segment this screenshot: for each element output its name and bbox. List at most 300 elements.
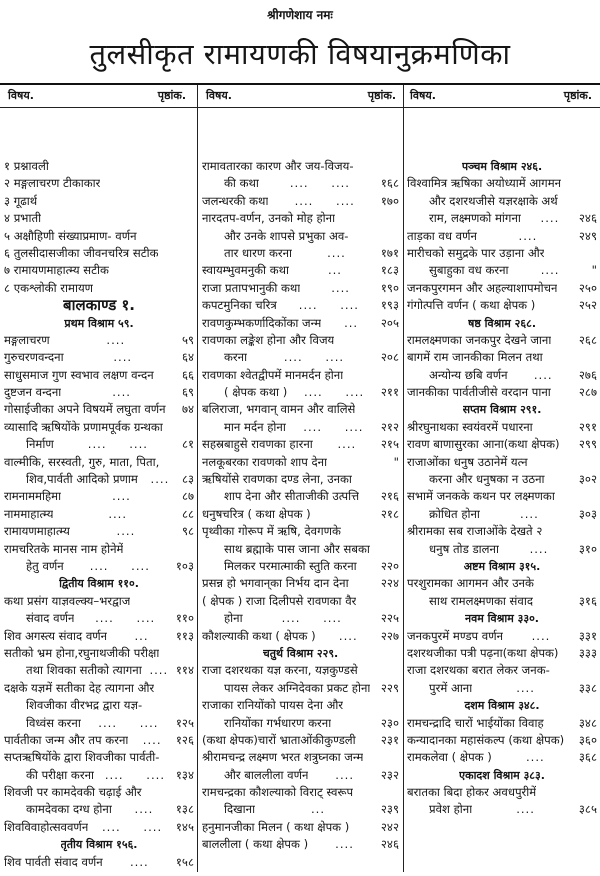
contents-column-2 [202, 158, 399, 854]
toc-entry [4, 558, 194, 575]
vishram-heading [4, 836, 194, 853]
entry-title: राजाका रानियोंको पायस देना और [202, 698, 344, 713]
spacer [353, 784, 399, 801]
vishram-heading [407, 767, 597, 784]
spacer [356, 593, 399, 610]
toc-entry [4, 367, 194, 384]
toc-entry [4, 158, 194, 175]
spacer [343, 367, 399, 384]
toc-entry [4, 593, 194, 610]
toc-entry [407, 784, 597, 801]
entry-title: रामकलेवा ( क्षेपक ) [407, 750, 492, 765]
toc-entry [407, 593, 597, 610]
spacer [533, 419, 579, 436]
dot-leader: .... [529, 541, 549, 556]
kanda-heading [4, 297, 194, 314]
entry-title: तथा शिवका सतीको त्यागना [26, 663, 142, 678]
spacer [558, 645, 578, 662]
toc-entry [202, 297, 399, 314]
dot-leader: .... [531, 628, 551, 643]
page-number: ३०२ [578, 472, 597, 487]
entry-title: करना [224, 350, 248, 365]
page-number: १४५ [175, 819, 194, 834]
dot-leader: .... [112, 385, 131, 400]
toc-entry [202, 436, 399, 453]
entry-title: द्वितीय विश्राम ११०. [59, 577, 139, 591]
spacer [545, 471, 579, 488]
dot-leader: ... [134, 628, 149, 643]
entry-title: बाललीला ( कथा क्षेपक ) [202, 837, 309, 852]
spacer [154, 367, 182, 384]
entry-title: पायस लेकर अग्निदेवका प्रकट होना [224, 680, 371, 695]
toc-entry [407, 680, 597, 697]
entry-title: श्रीरघुनाथका स्वयंवरमें पधारना [407, 419, 533, 434]
entry-title: शिव अगस्त्य संवाद वर्णन [4, 628, 108, 643]
toc-entry [407, 645, 597, 662]
toc-entry [202, 749, 399, 766]
entry-title: राजाओंका धनुष उठानेमें यत्न [407, 454, 528, 469]
toc-entry [4, 628, 194, 645]
entry-title: ( क्षेपक ) राजा दिलीपसे रावणका वैर [202, 593, 357, 608]
toc-entry [407, 523, 597, 540]
entry-title: शिवजी पर कामदेवकी चढ़ाई और [4, 785, 142, 800]
toc-entry [202, 384, 399, 401]
entry-title: बलिराजा, भगवान् वामन और वालिसे [202, 402, 356, 417]
toc-entry [202, 175, 399, 192]
top-rule [0, 83, 600, 85]
spacer [370, 541, 399, 558]
dot-leader: .... [525, 750, 545, 765]
page-number: २२५ [380, 611, 399, 626]
page-number: २१८ [380, 506, 399, 521]
spacer [159, 454, 194, 471]
toc-entry [407, 506, 597, 523]
column-header-2 [206, 88, 396, 106]
page-number: ११० [175, 611, 194, 626]
page-header: पृष्ठांक. [563, 89, 592, 102]
dot-leader: .... .... [303, 385, 365, 400]
vishram-heading [202, 645, 399, 662]
toc-entry [407, 662, 597, 679]
dot-leader: .... .... [87, 437, 148, 452]
entry-title: बालकाण्ड १. [63, 297, 135, 315]
page-header: पृष्ठांक. [367, 89, 396, 102]
page-number: ३१० [578, 541, 597, 556]
spacer [349, 228, 400, 245]
spacer [159, 749, 194, 766]
page-number: ३८५ [578, 802, 597, 817]
entry-title: ( क्षेपक कथा ) [224, 385, 288, 400]
toc-entry [202, 280, 399, 297]
spacer [154, 680, 194, 697]
page-number: १३४ [175, 767, 194, 782]
toc-entry [202, 245, 399, 262]
entry-title: ८ एकश्लोकी रामायण [4, 280, 94, 295]
entry-title: नाममाहात्म्य [4, 506, 54, 521]
dot-leader: .... .... [98, 715, 159, 730]
dot-leader: .... [113, 350, 133, 365]
entry-title: और बाललीला वर्णन [224, 767, 309, 782]
spacer [550, 662, 597, 679]
toc-entry [202, 488, 399, 505]
column-header-3 [410, 88, 592, 106]
entry-title: जलन्धरकी कथा [202, 193, 269, 208]
entry-title: की परीक्षा करना [26, 767, 95, 782]
spacer [331, 715, 381, 732]
toc-entry [202, 836, 399, 853]
page-number: १६८ [380, 176, 399, 191]
entry-title: सभामें जनकके कथन पर लक्ष्मणका [407, 489, 555, 504]
dot-leader: .... [331, 280, 350, 295]
toc-entry [202, 715, 399, 732]
toc-entry [4, 193, 194, 210]
dot-leader: .... [134, 802, 154, 817]
entry-title: मिलकर परमात्माकी स्तुति करना [224, 558, 357, 573]
dot-leader: .... .... [298, 298, 359, 313]
toc-entry [4, 419, 194, 436]
entry-title: दुष्टजन वन्दना [4, 385, 62, 400]
invocation: श्रीगणेशाय नमः [267, 8, 333, 22]
dot-leader: .... [149, 663, 169, 678]
spacer [335, 210, 399, 227]
spacer [349, 575, 381, 592]
dot-leader: ... [344, 315, 359, 330]
toc-entry [407, 210, 597, 227]
toc-entry [4, 384, 194, 401]
page-number: ३०३ [578, 506, 597, 521]
entry-title: शिव पार्वती संवाद वर्णन [4, 854, 103, 869]
toc-entry [407, 749, 597, 766]
toc-entry [4, 732, 194, 749]
page-number: २४६ [380, 837, 399, 852]
spacer [158, 245, 194, 262]
entry-title: धनुष तोड डालना [429, 541, 499, 556]
spacer [555, 488, 597, 505]
dot-leader: .... [516, 802, 535, 817]
vishram-heading [407, 315, 597, 332]
toc-entry [202, 697, 399, 714]
dot-leader: .... [520, 506, 539, 521]
entry-title: रानियोंका गर्भधारण करना [224, 715, 332, 730]
dot-leader: .... [108, 506, 128, 521]
toc-entry [4, 401, 194, 418]
entry-title: कामदेवका दग्ध होना [26, 802, 112, 817]
entry-title: प्रसन्न हो भगवान्‌का निर्भय दान देना [202, 576, 349, 591]
entry-title: व्यासादि ऋषियोंके प्रणामपूर्वक ग्रन्थका [4, 419, 163, 434]
entry-title: संवाद वर्णन [26, 611, 75, 626]
entry-title: ६ तुलसीदासजीका जीवनचरित्र सटीक [4, 245, 159, 260]
entry-title: अन्योन्य छबि वर्णन [429, 367, 508, 382]
entry-title: हेतु वर्णन [26, 558, 64, 573]
spacer [561, 175, 597, 192]
toc-entry [202, 262, 399, 279]
entry-title: रामचरितके मानस नाम होनेमें [4, 541, 124, 556]
entry-title: कन्यादानका महासंकल्प (कथा क्षेपक) [407, 732, 565, 747]
entry-title: पृथ्वीका गोरूप में ऋषि, देवगणके [202, 524, 341, 539]
page-number: १७१ [380, 245, 399, 260]
toc-entry [202, 767, 399, 784]
spacer [363, 749, 399, 766]
toc-entry [407, 801, 597, 818]
entry-title: रामचन्द्रका कौशल्याको विराट् स्वरूप [202, 785, 354, 800]
toc-entry [4, 332, 194, 349]
entry-title: शिव,पार्वती आदिको प्रणाम [26, 472, 138, 487]
dot-leader: .... [518, 228, 538, 243]
dot-leader: .... [106, 332, 126, 347]
page-number: २२७ [380, 628, 399, 643]
dot-leader: .... [327, 245, 346, 260]
entry-title: कपटमुनिका चरित्र [202, 298, 277, 313]
entry-title: नवम विश्राम ३३०. [465, 612, 539, 626]
toc-entry [407, 454, 597, 471]
toc-entry [202, 367, 399, 384]
dot-leader: .... .... [281, 611, 342, 626]
entry-title: सुबाहुका वध करना [429, 263, 509, 278]
dot-leader: .... [337, 437, 357, 452]
page-number: २७६ [578, 367, 597, 382]
dot-leader: .... .... [303, 419, 364, 434]
dot-leader: .... .... [289, 176, 350, 191]
entry-title: रामलक्ष्मणका जनकपुर देखने जाना [407, 332, 552, 347]
page-number: ७४ [181, 402, 194, 417]
toc-entry [202, 801, 399, 818]
entry-title: राजा दशरथका यज्ञ करना, यज्ञकुण्डसे [202, 663, 358, 678]
toc-entry [4, 175, 194, 192]
toc-entry [4, 767, 194, 784]
toc-entry [4, 819, 194, 836]
spacer [159, 645, 194, 662]
dot-leader: .... [533, 367, 553, 382]
entry-title: गंगोत्पत्ति वर्णन ( कथा क्षेपक ) [407, 298, 536, 313]
dot-leader: .... .... [294, 193, 355, 208]
entry-title: वाल्मीकि, सरस्वती, गुरु, माता, पिता, [4, 454, 160, 469]
toc-entry [4, 749, 194, 766]
entry-title: कथा प्रसंग याज्ञवल्क्य–भरद्वाज [4, 593, 131, 608]
toc-entry [4, 854, 194, 871]
entry-title: धनुषचरित्र ( कथा क्षेपक ) [202, 506, 311, 521]
entry-title: तार धारण करना [224, 245, 293, 260]
spacer [358, 662, 399, 679]
entry-title: मारीचको समुद्रके पार उड़ाना और [407, 245, 545, 260]
toc-entry [407, 575, 597, 592]
entry-title: शिवजीका वीरभद्र द्वारा यज्ञ- [26, 698, 143, 713]
entry-title: जनकपुरगमन और अहल्याशापमोचन [407, 280, 558, 295]
page-number: १९३ [380, 298, 399, 313]
subject-header: विषय. [8, 89, 34, 102]
contents-column-1 [4, 158, 194, 871]
dot-leader: .... [516, 680, 535, 695]
entry-title: और उनके शापसे प्रभुका अव- [224, 228, 349, 243]
subject-header: विषय. [410, 89, 436, 102]
spacer [551, 332, 579, 349]
spacer [341, 523, 399, 540]
entry-title: बागमें राम जानकीका मिलन तथा [407, 350, 543, 365]
page-number: ३४८ [578, 715, 597, 730]
vishram-heading [407, 558, 597, 575]
page-number: २५२ [578, 298, 597, 313]
page-number: " [591, 263, 597, 278]
page-number: ३३१ [578, 628, 597, 643]
toc-entry [407, 332, 597, 349]
spacer [352, 471, 399, 488]
entry-title: मान मर्दन होना [224, 419, 286, 434]
vishram-heading [407, 697, 597, 714]
toc-entry [407, 228, 597, 245]
spacer [551, 384, 579, 401]
toc-entry [4, 280, 194, 297]
spacer [49, 158, 194, 175]
toc-entry [407, 541, 597, 558]
column-divider [403, 85, 404, 872]
page-number: २९१ [578, 419, 597, 434]
toc-entry [4, 610, 194, 627]
dot-leader: ... [327, 263, 342, 278]
entry-title: रावण बाणासुरका आना(कथा क्षेपक) [407, 437, 560, 452]
vishram-heading [4, 575, 194, 592]
entry-title: श्रीरामचन्द्र लक्ष्मण भरत शत्रुघ्नका जन्म [202, 750, 364, 765]
entry-title: शिवविवाहोत्सववर्णन [4, 819, 89, 834]
entry-title: बरातका बिदा होकर अवधपुरीमें [407, 785, 537, 800]
spacer [100, 175, 194, 192]
entry-title: षष्ठ विश्राम २६८. [467, 316, 536, 330]
entry-title: ५ अक्षौहिणी संख्याप्रमाण- वर्णन [4, 228, 137, 243]
spacer [557, 280, 579, 297]
vishram-heading [4, 315, 194, 332]
dot-leader: .... [540, 263, 560, 278]
toc-entry [407, 193, 597, 210]
page-number: २४२ [380, 819, 399, 834]
toc-entry [202, 628, 399, 645]
page-number: ६४ [181, 350, 194, 365]
entry-title: अष्टम विश्राम ३१५. [463, 559, 541, 573]
entry-title: ३ गूढार्थ [4, 193, 38, 208]
toc-entry [202, 228, 399, 245]
spacer [334, 332, 399, 349]
entry-title: गोसाईजीका अपने विषयमें लघुता वर्णन [4, 402, 166, 417]
page-number: २५० [578, 280, 597, 295]
toc-entry [202, 210, 399, 227]
entry-title: सतीको भ्रम होना,रघुनाथजीकी परीक्षा [4, 645, 160, 660]
toc-entry [202, 315, 399, 332]
toc-entry [4, 541, 194, 558]
entry-title: रावणकुम्भकर्णादिकोंका जन्म [202, 315, 322, 330]
page-number: २३९ [380, 802, 399, 817]
toc-entry [202, 784, 399, 801]
page-number: २१६ [380, 489, 399, 504]
spacer [137, 228, 194, 245]
toc-entry [202, 575, 399, 592]
toc-entry [4, 715, 194, 732]
dot-leader: .... [335, 767, 355, 782]
page-number: २२९ [380, 680, 399, 695]
entry-title: पञ्चम विश्राम २४६. [461, 160, 543, 173]
toc-entry [202, 471, 399, 488]
spacer [327, 454, 394, 471]
toc-entry [202, 349, 399, 366]
dot-leader: .... [142, 732, 162, 747]
header-rule [0, 107, 600, 108]
spacer [142, 784, 194, 801]
entry-title: राजा दशरथका बरात लेकर जनक- [407, 663, 550, 678]
entry-title: जानकीका पार्वतीजीसे वरदान पाना [407, 385, 551, 400]
column-divider [197, 85, 198, 872]
toc-entry [202, 732, 399, 749]
subject-header: विषय. [206, 89, 232, 102]
entry-title: दशरथजीका पत्री पढ़ना(कथा क्षेपक) [407, 645, 559, 660]
spacer [544, 245, 597, 262]
entry-title: दिखाना [224, 802, 256, 817]
entry-title: रामायणमाहात्म्य [4, 524, 70, 539]
page-number: २३० [380, 715, 399, 730]
page-number: " [393, 454, 399, 469]
entry-title: तृतीय विश्राम १५६. [60, 838, 138, 852]
spacer [166, 401, 182, 418]
column-header-1 [8, 88, 186, 106]
entry-title: रामनाममहिमा [4, 489, 62, 504]
entry-title: रामचन्द्रादि चारों भाईयोंका विवाह [407, 715, 544, 730]
page-number: १८३ [380, 263, 399, 278]
entry-title: गुरुचरणवन्दना [4, 350, 64, 365]
entry-title: चतुर्थ विश्राम २२९. [262, 646, 339, 660]
spacer [533, 593, 579, 610]
entry-title: राम, लक्ष्मणको मांगना [429, 211, 521, 226]
dot-leader: ... [310, 802, 326, 817]
toc-entry [202, 593, 399, 610]
toc-entry [4, 245, 194, 262]
page-number: २०५ [380, 315, 399, 330]
entry-title: प्रवेश होना [429, 802, 473, 817]
spacer [343, 697, 399, 714]
spacer [536, 784, 597, 801]
toc-entry [407, 262, 597, 279]
page-number: २३१ [380, 732, 399, 747]
entry-title: निर्माण [26, 437, 54, 452]
dot-leader: .... [116, 524, 136, 539]
spacer [142, 697, 194, 714]
entry-title: रावणका लङ्केश होना और विजय [202, 332, 335, 347]
spacer [37, 193, 194, 210]
entry-title: साथ रामलक्ष्मणका संवाद [429, 593, 533, 608]
toc-entry [407, 297, 597, 314]
spacer [123, 541, 194, 558]
entry-title: सहस्रबाहुसे रावणका हारना [202, 437, 313, 452]
toc-entry [4, 210, 194, 227]
contents-column-3 [407, 158, 597, 819]
toc-entry [407, 732, 597, 749]
spacer [370, 680, 381, 697]
toc-entry [407, 245, 597, 262]
toc-entry [4, 645, 194, 662]
page-number: ३३८ [578, 680, 597, 695]
entry-title: मङ्गलाचरण [4, 332, 50, 347]
page-number: ६९ [181, 385, 194, 400]
dot-leader: .... [150, 472, 170, 487]
toc-entry [202, 419, 399, 436]
dot-leader: .... .... [283, 350, 345, 365]
page-number: ८८ [181, 506, 194, 521]
toc-entry [202, 401, 399, 418]
toc-entry [202, 193, 399, 210]
dot-leader: .... .... [89, 558, 150, 573]
dot-leader: .... [540, 211, 560, 226]
page-number: १३८ [175, 802, 194, 817]
entry-title: परशुरामका आगमन और उनके [407, 576, 534, 591]
spacer [359, 488, 381, 505]
page-number: २२० [380, 558, 399, 573]
spacer [41, 210, 194, 227]
entry-title: कौशल्याकी कथा ( क्षेपक ) [202, 628, 316, 643]
page-number: २४९ [578, 228, 597, 243]
